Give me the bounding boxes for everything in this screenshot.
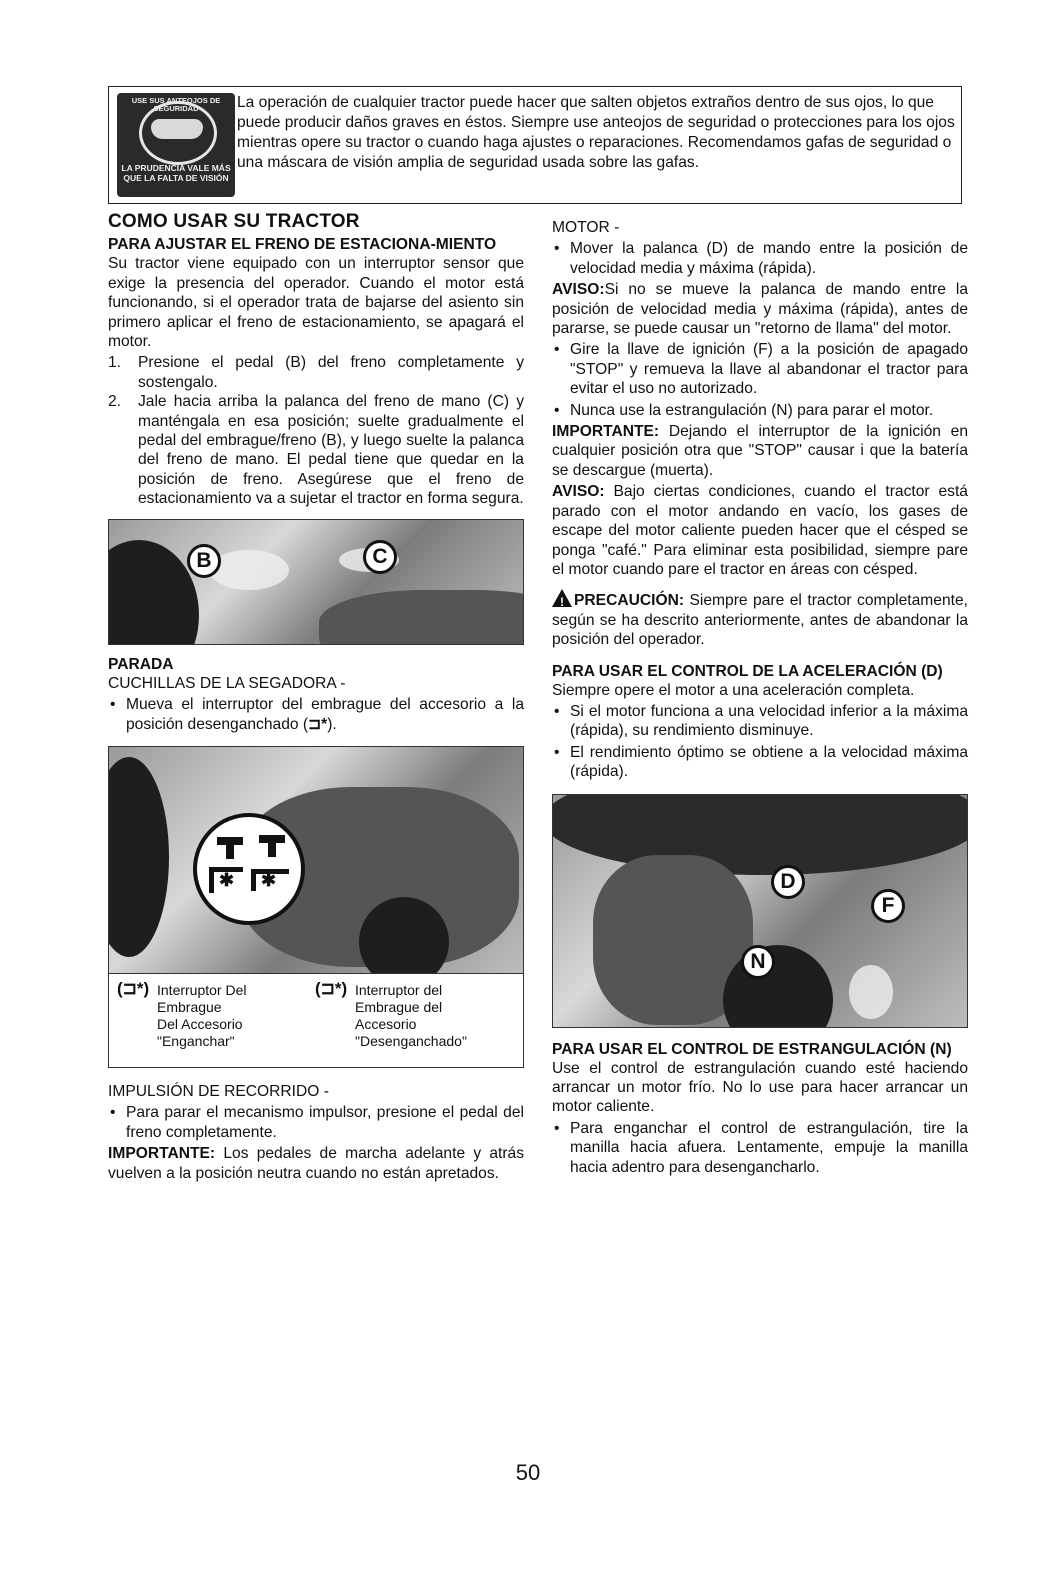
pto-switch-zoom — [193, 813, 305, 925]
list-item: • Gire la llave de ignición (F) a la posición de apagado "STOP" y remueva la llave al abandonar el tractor para evitar el uso no autorizado. — [552, 340, 968, 398]
pto-switch-photo — [108, 746, 524, 974]
motor-label: MOTOR - — [552, 219, 620, 236]
choke-heading: PARA USAR EL CONTROL DE ESTRANGULACIÓN (N) — [552, 1040, 952, 1058]
motor-list-2 — [552, 340, 968, 420]
throttle-heading: PARA USAR EL CONTROL DE LA ACELERACIÓN (D) — [552, 662, 943, 680]
warning-text: La operación de cualquier tractor puede hacer que salten objetos extraños dentro de sus ojos, lo que puede producir daños graves en éstos. Siempre use anteojos de seguridad o protecciones para los ojos mientras opere su tractor o cuando haga ajustes o reparaciones. Recomendamos gafas de seguridad o una máscara de visión amplia de seguridad usada sobre las gafas. — [237, 94, 955, 171]
badge-bottom-text: LA PRUDENCIA VALE MÁS QUE LA FALTA DE VISIÓN — [121, 163, 231, 183]
controls-photo — [552, 794, 968, 1028]
list-item: • Si el motor funciona a una velocidad inferior a la máxima (rápida), su rendimiento disminuye. — [552, 702, 968, 741]
aviso-2: AVISO: Bajo ciertas condiciones, cuando el tractor está parado con el motor andando en vacío, los gases de escape del motor caliente pueden hacer que el césped se ponga "café." Para eliminar esta posibilidad, siempre pare el motor cuando pare el tractor en áreas con césped. — [552, 483, 968, 578]
disengaged-symbol-icon: ⊐* — [308, 715, 328, 733]
badge-top-text: USE SUS ANTEOJOS DE SEGURIDAD — [131, 96, 221, 113]
safety-warning-box — [108, 86, 962, 204]
disengaged-symbol-icon: (⊐*) — [315, 978, 348, 998]
stop-heading: PARADA — [108, 655, 174, 673]
section-title: COMO USAR SU TRACTOR — [108, 211, 360, 232]
important-ignition: IMPORTANTE: Dejando el interruptor de la ignición en cualquier posición otra que "STOP" causar i que la batería se descargue (muerta). — [552, 423, 968, 479]
list-item: • Mover la palanca (D) de mando entre la posición de velocidad media y máxima (rápida). — [552, 239, 968, 278]
blades-list — [108, 695, 524, 734]
pto-caption: (⊐*) Interruptor Del Embrague Del Accesorio "Enganchar" (⊐*) Interruptor del Embrague del Accesorio "Desenganchado" — [108, 974, 524, 1068]
callout-c: C — [363, 540, 397, 574]
callout-f: F — [871, 889, 905, 923]
list-item: • El rendimiento óptimo se obtiene a la velocidad máxima (rápida). — [552, 743, 968, 782]
warning-triangle-icon: ! — [552, 589, 572, 607]
choke-intro: Use el control de estrangulación cuando esté haciendo arrancar un motor frío. No lo use para hacer arrancar un motor caliente. — [552, 1059, 968, 1116]
star-icon: ✱ — [261, 869, 277, 890]
throttle-list — [552, 702, 968, 782]
aviso-1: AVISO:Si no se mueve la palanca de mando entre la posición de velocidad media y máxima (rápida), antes de pararse, se puede causar un "retorno de llama" del motor. — [552, 281, 968, 338]
drive-label: IMPULSIÓN DE RECORRIDO - — [108, 1082, 329, 1100]
brake-steps — [108, 353, 524, 508]
callout-d: D — [771, 865, 805, 899]
list-item: • Mueva el interruptor del embrague del accesorio a la posición desenganchado (⊐*). — [108, 695, 524, 734]
list-item: • Nunca use la estrangulación (N) para parar el motor. — [552, 401, 968, 420]
motor-list-1 — [552, 239, 968, 278]
drive-list — [108, 1103, 524, 1142]
step-item: 2. Jale hacia arriba la palanca del freno de mano (C) y manténgala en esa posición; suelte gradualmente el pedal del embrague/freno (B), y luego suelte la palanca del freno de mano. El pedal tiene que quedar en la posición de freno. Asegúrese que el freno de estacionamiento va a sujetar el tractor en forma segura. — [108, 393, 524, 508]
callout-n: N — [741, 945, 775, 979]
blades-label: CUCHILLAS DE LA SEGADORA - — [108, 674, 346, 692]
safety-glasses-badge-icon — [117, 93, 235, 197]
right-column — [552, 212, 968, 1179]
choke-list — [552, 1119, 968, 1177]
step-item: 1. Presione el pedal (B) del freno completamente y sostengalo. — [108, 354, 524, 391]
precaution-note: ! PRECAUCIÓN: Siempre pare el tractor completamente, según se ha descrito anteriormente, antes de abandonar la posición del operador. — [552, 589, 968, 649]
list-item: • Para enganchar el control de estrangulación, tire la manilla hacia afuera. Lentamente, empuje la manilla hacia adentro para desengancharlo. — [552, 1119, 968, 1177]
parking-brake-intro: Su tractor viene equipado con un interruptor sensor que exige la presencia del operador. Cuando el motor está funcionando, si el operador trata de bajarse del asiento sin primero aplicar el freno de estacionamiento, se apagará el motor. — [108, 255, 524, 351]
brake-photo — [108, 519, 524, 645]
important-note: IMPORTANTE: Los pedales de marcha adelante y atrás vuelven a la posición neutra cuando no están apretados. — [108, 1145, 524, 1182]
throttle-intro: Siempre opere el motor a una aceleración completa. — [552, 681, 915, 699]
page-number: 50 — [515, 1460, 541, 1485]
list-item: • Para parar el mecanismo impulsor, presione el pedal del freno completamente. — [108, 1103, 524, 1142]
left-column — [108, 212, 524, 1185]
engaged-symbol-icon: (⊐*) — [117, 978, 150, 998]
star-icon: ✱ — [219, 869, 235, 890]
callout-b: B — [187, 544, 221, 578]
parking-brake-heading: PARA AJUSTAR EL FRENO DE ESTACIONA-MIENTO — [108, 236, 497, 254]
